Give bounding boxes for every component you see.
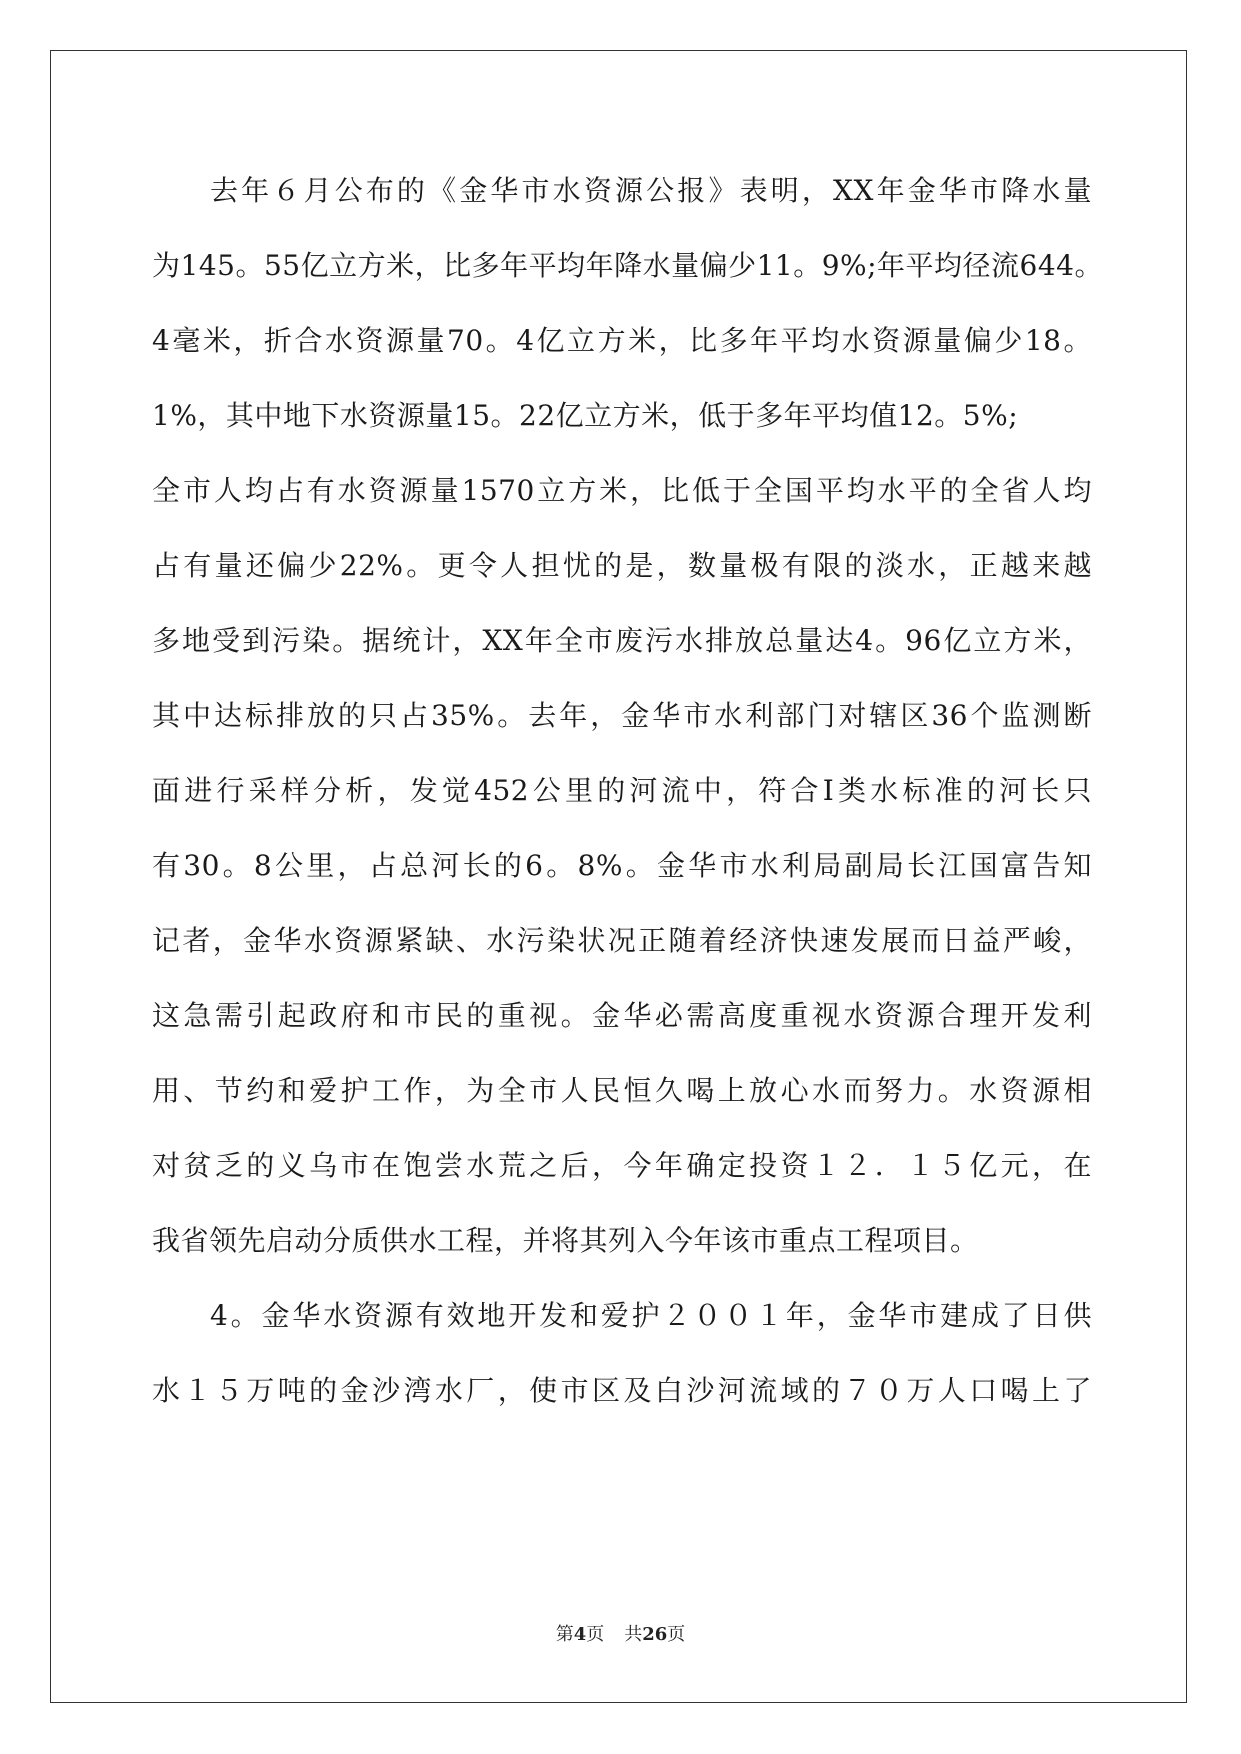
total-prefix: 共: [624, 1624, 643, 1645]
text-line: 对贫乏的义乌市在饱尝水荒之后，今年确定投资１２．１５亿元，在: [152, 1149, 1092, 1182]
page-number: 4: [573, 1624, 587, 1645]
text-line: 占有量还偏少22%。更令人担忧的是，数量极有限的淡水，正越来越: [152, 549, 1092, 582]
text-line: 4。金华水资源有效地开发和爱护２００１年，金华市建成了日供: [210, 1299, 1092, 1332]
text-line: 全市人均占有水资源量1570立方米，比低于全国平均水平的全省人均: [152, 474, 1092, 507]
text-line: 4毫米，折合水资源量70。4亿立方米，比多年平均水资源量偏少18。: [152, 324, 1092, 357]
text-line: 1%，其中地下水资源量15。22亿立方米，低于多年平均值12。5%;: [152, 399, 1019, 432]
text-line: 其中达标排放的只占35%。去年，金华市水利部门对辖区36个监测断: [152, 699, 1092, 732]
text-line: 面进行采样分析，发觉452公里的河流中，符合Ⅰ类水标准的河长只: [152, 774, 1092, 807]
text-line: 多地受到污染。据统计，XX年全市废污水排放总量达4。96亿立方米，: [152, 624, 1092, 657]
text-line: 这急需引起政府和市民的重视。金华必需高度重视水资源合理开发利: [152, 999, 1092, 1032]
text-line: 有30。8公里，占总河长的6。8%。金华市水利局副局长江国富告知: [152, 849, 1092, 882]
text-line: 去年６月公布的《金华市水资源公报》表明，XX年金华市降水量: [210, 174, 1092, 207]
text-line: 用、节约和爱护工作，为全市人民恒久喝上放心水而努力。水资源相: [152, 1074, 1092, 1107]
page-suffix: 页: [586, 1624, 605, 1645]
page-prefix: 第: [555, 1624, 574, 1645]
page-footer: [0, 1620, 1241, 1646]
text-line: 记者，金华水资源紧缺、水污染状况正随着经济快速发展而日益严峻，: [152, 924, 1092, 957]
text-line: 我省领先启动分质供水工程，并将其列入今年该市重点工程项目。: [152, 1224, 979, 1257]
total-suffix: 页: [667, 1624, 686, 1645]
document-body: [152, 165, 1104, 1440]
text-line: 水１５万吨的金沙湾水厂，使市区及白沙河流域的７０万人口喝上了: [152, 1374, 1092, 1407]
total-pages: 26: [642, 1624, 668, 1645]
text-line: 为145。55亿立方米，比多年平均年降水量偏少11。9%;年平均径流644。: [152, 249, 1104, 282]
